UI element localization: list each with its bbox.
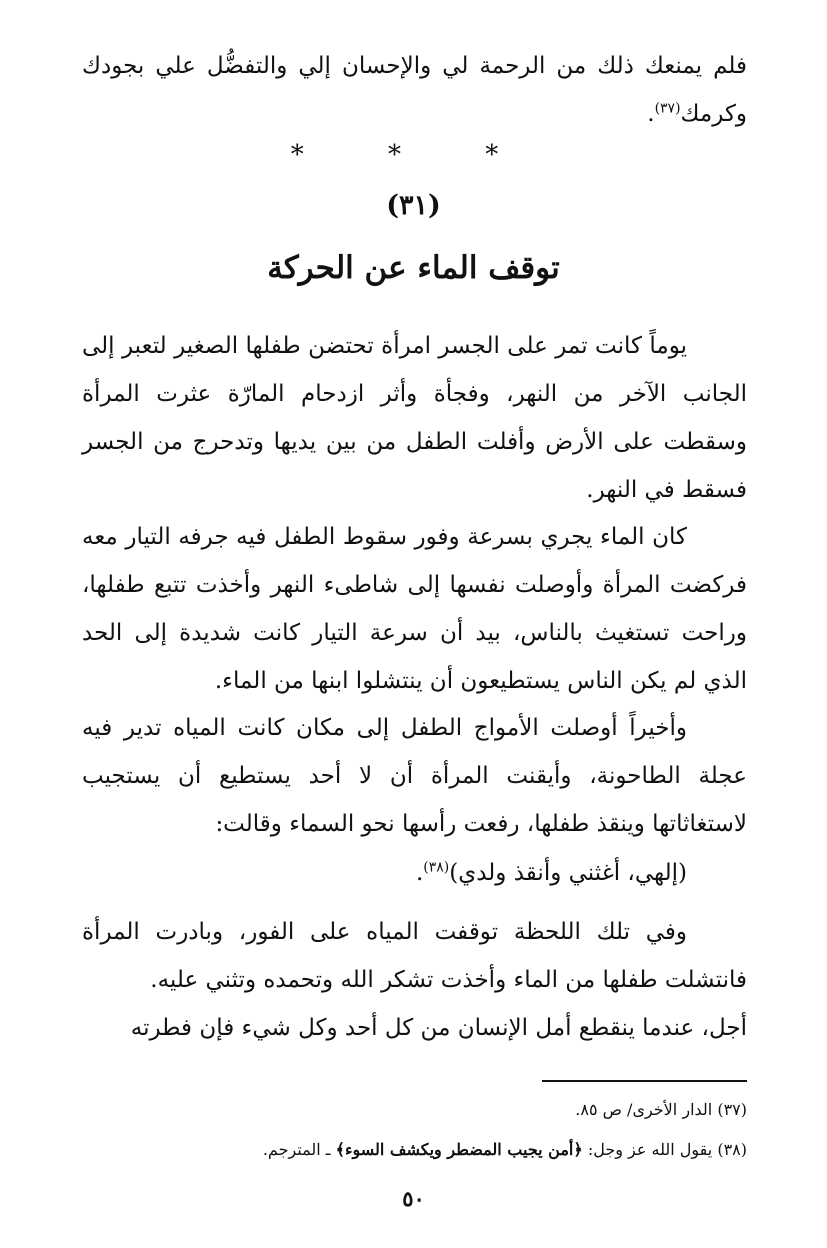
paragraph-5: أجل، عندما ينقطع أمل الإنسان من كل أحد وكل شيء فإن فطرته [130,1015,747,1041]
intro-paragraph [82,42,747,138]
page-number: ٥٠ [402,1186,425,1211]
paragraph-2: كان الماء يجري بسرعة وفور سقوط الطفل فيه جرفه التيار معه فركضت المرأة وأوصلت نفسها إلى شاطىء النهر وأخذت تتبع طفلها، وراحت تستغيث بالناس، بيد أن سرعة التيار كانت شديدة إلى الحد الذي لم يكن الناس يستطيعون أن ينتشلوا ابنها من الماء. [82,524,747,694]
paragraph-3: وأخيراً أوصلت الأمواج الطفل إلى مكان كانت المياه تدير فيه عجلة الطاحونة، وأيقنت المرأة أن لا أحد يستطيع أن يستجيب لاستغاثاتها وينقذ طفلها، رفعت رأسها نحو السماء وقالت: [82,715,747,837]
footnote-37: (٣٧) الدار الأخرى/ ص ٨٥. [575,1100,747,1119]
footnote-ref-38[interactable]: (٣٨) [423,859,450,876]
footnote-ref-37[interactable]: (٣٧) [654,100,681,117]
intro-text: فلم يمنعك ذلك من الرحمة لي والإحسان إلي والتفضُّل علي بجودك وكرمك [82,53,747,127]
section-title: توقف الماء عن الحركة [267,250,560,286]
paragraph-4: وفي تلك اللحظة توقفت المياه على الفور، وبادرت المرأة فانتشلت طفلها من الماء وأخذت تشكر الله وتحمده وتثني عليه. [82,919,747,993]
footnote-divider [542,1080,747,1082]
footnote-38-verse: ﴿أمن يجيب المضطر ويكشف السوء﴾ [335,1140,583,1159]
quote-tail: . [415,860,424,886]
section-number: (٣١) [386,190,441,221]
footnote-38 [82,1138,747,1162]
footnote-38-suffix: ـ المترجم. [262,1140,336,1159]
intro-tail: . [647,101,655,127]
prayer-quote [82,849,747,897]
footnote-38-prefix: (٣٨) يقول الله عز وجل: [582,1140,747,1159]
paragraph-1: يوماً كانت تمر على الجسر امرأة تحتضن طفلها الصغير لتعبر إلى الجانب الآخر من النهر، وفجأة وأثر ازدحام المارّة عثرت المرأة وسقطت على الأرض وأفلت الطفل من بين يديها وتدحرج من الجسر فسقط في النهر. [82,333,747,503]
quote-text: (إلهي، أغثني وأنقذ ولدي) [449,860,687,886]
section-separator: * * * [290,140,537,170]
